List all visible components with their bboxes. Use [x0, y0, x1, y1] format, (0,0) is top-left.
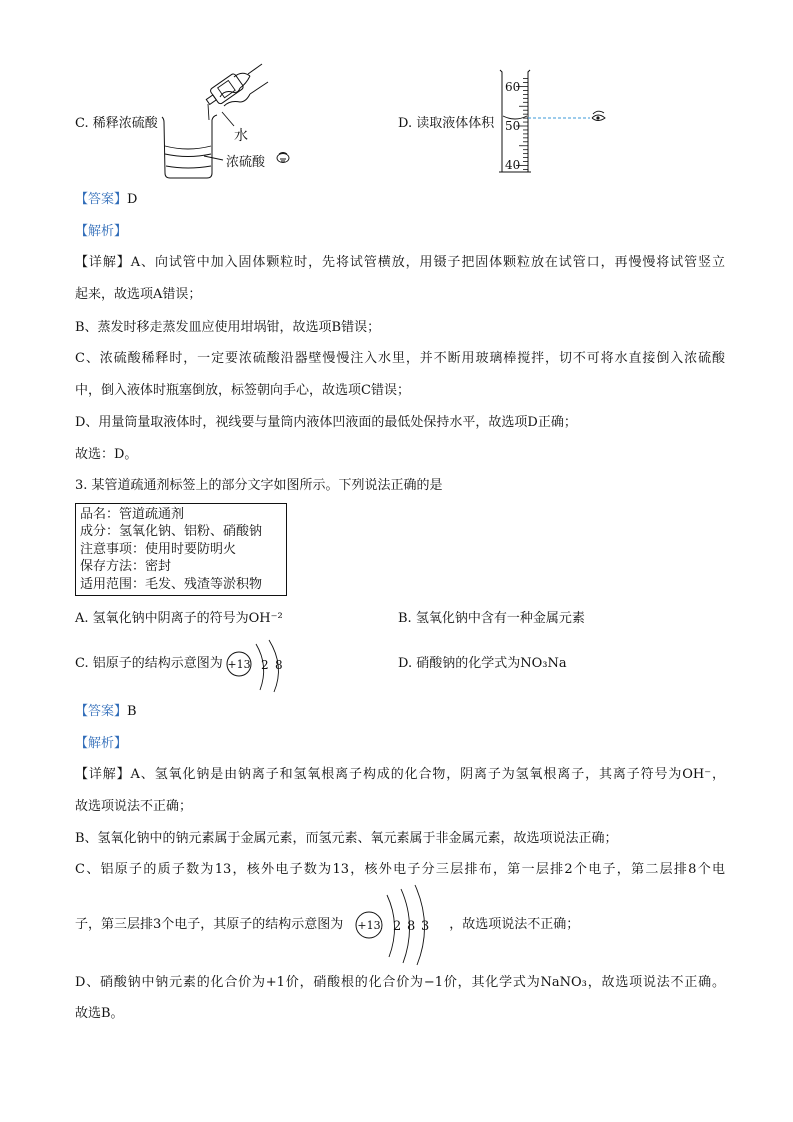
shell-electrons: 2	[393, 919, 402, 934]
cylinder-left-wall	[500, 70, 502, 172]
liquid-surface	[165, 146, 211, 149]
acid-leader	[204, 156, 223, 160]
label-line: 保存方法：密封	[80, 559, 172, 575]
nucleus-charge: +13	[357, 919, 381, 932]
q3-explain-line: 【详解】A、氢氧化钠是由钠离子和氢氧根离子构成的化合物，阴离子为氢氧根离子，其离子符号为OH⁻，	[75, 767, 725, 782]
q3-option-b: B. 氢氧化钠中含有一种金属元素	[398, 611, 585, 626]
liquid-bottom	[166, 166, 211, 168]
aluminum-atom-diagram-solution	[351, 885, 443, 965]
q3-explain-line: C、铝原子的质子数为13，核外电子数为13，核外电子分三层排布，第一层排2个电子，第二层排8个电	[75, 862, 725, 877]
product-label-box	[75, 503, 287, 596]
answer-value: D	[127, 192, 138, 207]
hazard-icon	[277, 153, 289, 163]
q3-stem: 3. 某管道疏通剂标签上的部分文字如图所示。下列说法正确的是	[75, 478, 443, 493]
q3-explain-line: B、氢氧化钠中的钠元素属于金属元素，而氢元素、氧元素属于非金属元素，故选项说法正确；	[75, 831, 618, 846]
q2-analysis-tag: 【解析】	[75, 224, 128, 239]
q3-answer	[75, 702, 137, 722]
q3-conclusion: 故选B。	[75, 1006, 124, 1021]
q3-option-c	[75, 636, 299, 692]
tick-label-40: 40	[505, 158, 521, 172]
shell-electrons: 8	[407, 919, 416, 934]
answer-tag: 【答案】	[75, 704, 128, 719]
shell-electrons: 3	[421, 919, 430, 934]
shell-electrons: 8	[274, 658, 283, 672]
answer-value: B	[127, 704, 137, 719]
q2-explain-line: C、浓硫酸稀释时，一定要浓硫酸沿器壁慢慢注入水里，并不断用玻璃棒搅拌，切不可将水直接倒入浓硫酸	[75, 351, 725, 366]
label-line: 成分：氢氧化钠、铝粉、硝酸钠	[80, 524, 263, 540]
q2-explain-line: 【详解】A、向试管中加入固体颗粒时，先将试管横放，用镊子把固体颗粒放在试管口，再慢慢将试管竖立	[75, 255, 725, 270]
q3-explain-line: 故选项说法不正确；	[75, 799, 193, 814]
dilution-diagram	[150, 62, 300, 187]
q2-explain-line: D、用量筒量取液体时，视线要与量筒内液体凹液面的最低处保持水平，故选项D正确；	[75, 415, 577, 430]
tick-label-50: 50	[505, 119, 521, 133]
q2-explain-line: 中，倒入液体时瓶塞倒放，标签朝向手心，故选项C错误；	[75, 383, 410, 398]
q3-explain-text: ，故选项说法不正确；	[449, 917, 580, 932]
water-label: 水	[234, 128, 248, 144]
acid-label: 浓硫酸	[226, 155, 266, 170]
pour-stream	[208, 104, 209, 120]
label-line: 适用范围：毛发、残渣等淤积物	[80, 576, 263, 592]
q2-conclusion: 故选：D。	[75, 447, 138, 462]
q3-explain-line-with-diagram	[75, 885, 579, 965]
answer-tag: 【答案】	[75, 192, 128, 207]
q3-explain-line: D、硝酸钠中钠元素的化合价为+1价，硝酸根的化合价为−1价，其化学式为NaNO₃，故选项说法不正确。	[75, 975, 725, 990]
water-leader	[222, 112, 234, 126]
shell-electrons: 2	[260, 658, 269, 672]
label-line: 品名：管道疏通剂	[80, 507, 185, 522]
tick-label-60: 60	[505, 80, 521, 94]
q3-analysis-tag: 【解析】	[75, 736, 128, 751]
aluminum-atom-diagram-option	[223, 636, 299, 692]
option-d-read-volume: D. 读取液体体积	[398, 116, 495, 131]
q2-explain-line: 起来，故选项A错误；	[75, 287, 202, 302]
graduated-cylinder-diagram	[495, 68, 615, 178]
label-line: 注意事项：使用时要防明火	[80, 541, 237, 557]
cylinder-right-wall	[528, 70, 530, 172]
q2-answer	[75, 190, 137, 210]
q3-option-c-text: C. 铝原子的结构示意图为	[75, 656, 223, 671]
eye-icon	[592, 111, 605, 120]
nucleus-charge: +13	[227, 658, 251, 671]
q3-option-d: D. 硝酸钠的化学式为NO₃Na	[398, 656, 567, 671]
q3-explain-text: 子，第三层排3个电子，其原子的结构示意图为	[75, 917, 344, 932]
q2-explain-line: B、蒸发时移走蒸发皿应使用坩埚钳，故选项B错误；	[75, 320, 381, 335]
q3-option-a: A. 氢氧化钠中阴离子的符号为OH⁻²	[75, 611, 283, 626]
option-c-dilute-acid: C. 稀释浓硫酸	[75, 116, 158, 131]
